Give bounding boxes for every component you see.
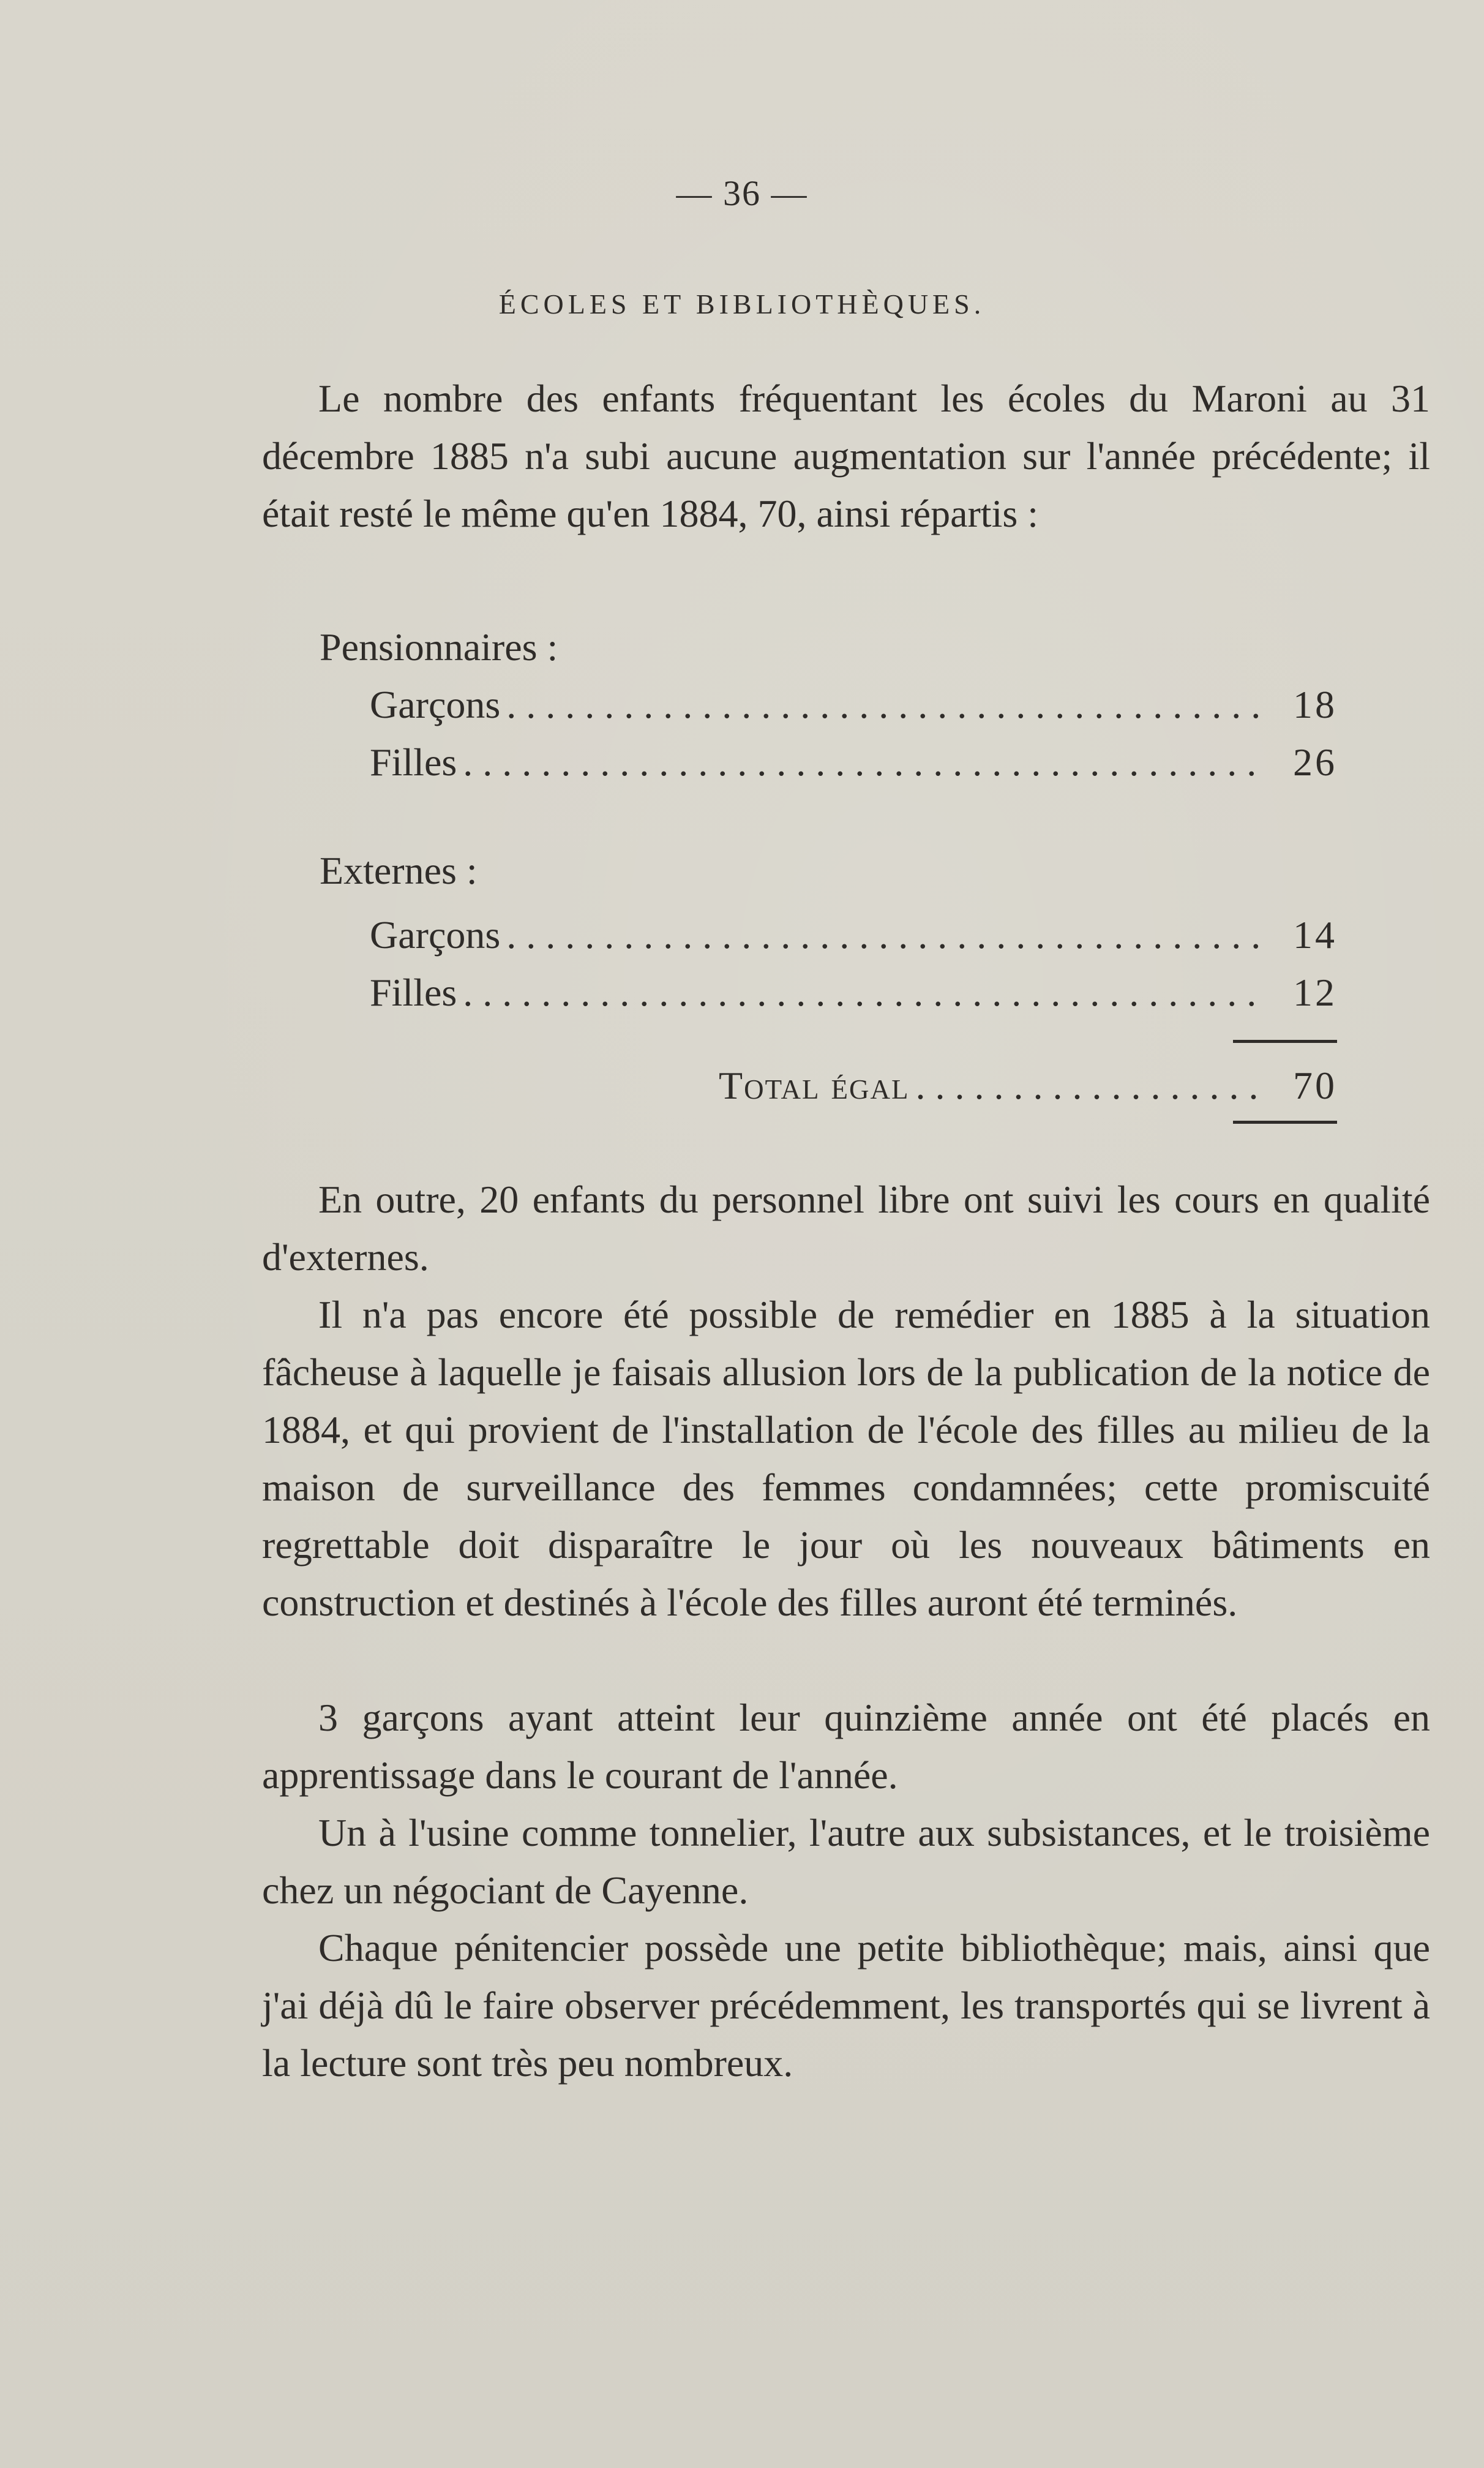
paragraph: Chaque pénitencier possède une petite bibliothèque; mais, ainsi que j'ai déjà dû le faire observer précédemment, les transportés qui se livrent à la lecture sont très peu nombreux. <box>262 1926 1430 2085</box>
leader-dots <box>463 734 1264 791</box>
group-label-pensionnaires: Pensionnaires : <box>320 625 558 669</box>
row-label: Garçons <box>370 683 501 726</box>
table-row <box>370 676 1341 734</box>
table-row <box>370 906 1341 964</box>
leader-dots <box>915 1057 1264 1115</box>
row-label: Garçons <box>370 913 501 957</box>
leader-dots <box>506 676 1264 734</box>
sum-rule-top <box>1233 1040 1337 1043</box>
leader-dots <box>463 964 1264 1021</box>
paragraph: 3 garçons ayant atteint leur quinzième année ont été placés en apprentissage dans le courant de l'année. <box>262 1696 1430 1797</box>
group-label-externes: Externes : <box>320 849 478 892</box>
table-row <box>370 964 1341 1021</box>
section-heading: ÉCOLES ET BIBLIOTHÈQUES. <box>498 288 986 320</box>
leader-dots <box>506 906 1264 964</box>
row-value: 12 <box>1293 971 1337 1014</box>
row-value: 14 <box>1293 913 1337 957</box>
paragraph: Un à l'usine comme tonnelier, l'autre aux subsistances, et le troisième chez un négociant de Cayenne. <box>262 1811 1430 1912</box>
row-value: 26 <box>1293 740 1337 784</box>
paragraph: En outre, 20 enfants du personnel libre ont suivi les cours en qualité d'externes. <box>262 1178 1430 1279</box>
paragraph: Il n'a pas encore été possible de remédier en 1885 à la situation fâcheuse à laquelle je faisais allusion lors de la publication de la notice de 1884, et qui provient de l'installation de l'école des filles au milieu de la maison de surveillance des femmes condamnées; cette promiscuité regrettable doit disparaître le jour où les nouveaux bâtiments en construction et destinés à l'école des filles auront été terminés. <box>262 1293 1430 1624</box>
intro-paragraph: Le nombre des enfants fréquentant les écoles du Maroni au 31 décembre 1885 n'a subi aucune augmentation sur l'année précédente; il était resté le même qu'en 1884, 70, ainsi répartis : <box>262 377 1430 535</box>
total-label: Total égal <box>719 1064 910 1107</box>
total-value: 70 <box>1293 1064 1337 1107</box>
row-label: Filles <box>370 971 457 1014</box>
row-value: 18 <box>1293 683 1337 726</box>
page-number: — 36 — <box>676 173 808 213</box>
row-label: Filles <box>370 740 457 784</box>
sum-rule-bottom <box>1233 1121 1337 1124</box>
total-row <box>719 1057 1341 1115</box>
table-row <box>370 734 1341 791</box>
